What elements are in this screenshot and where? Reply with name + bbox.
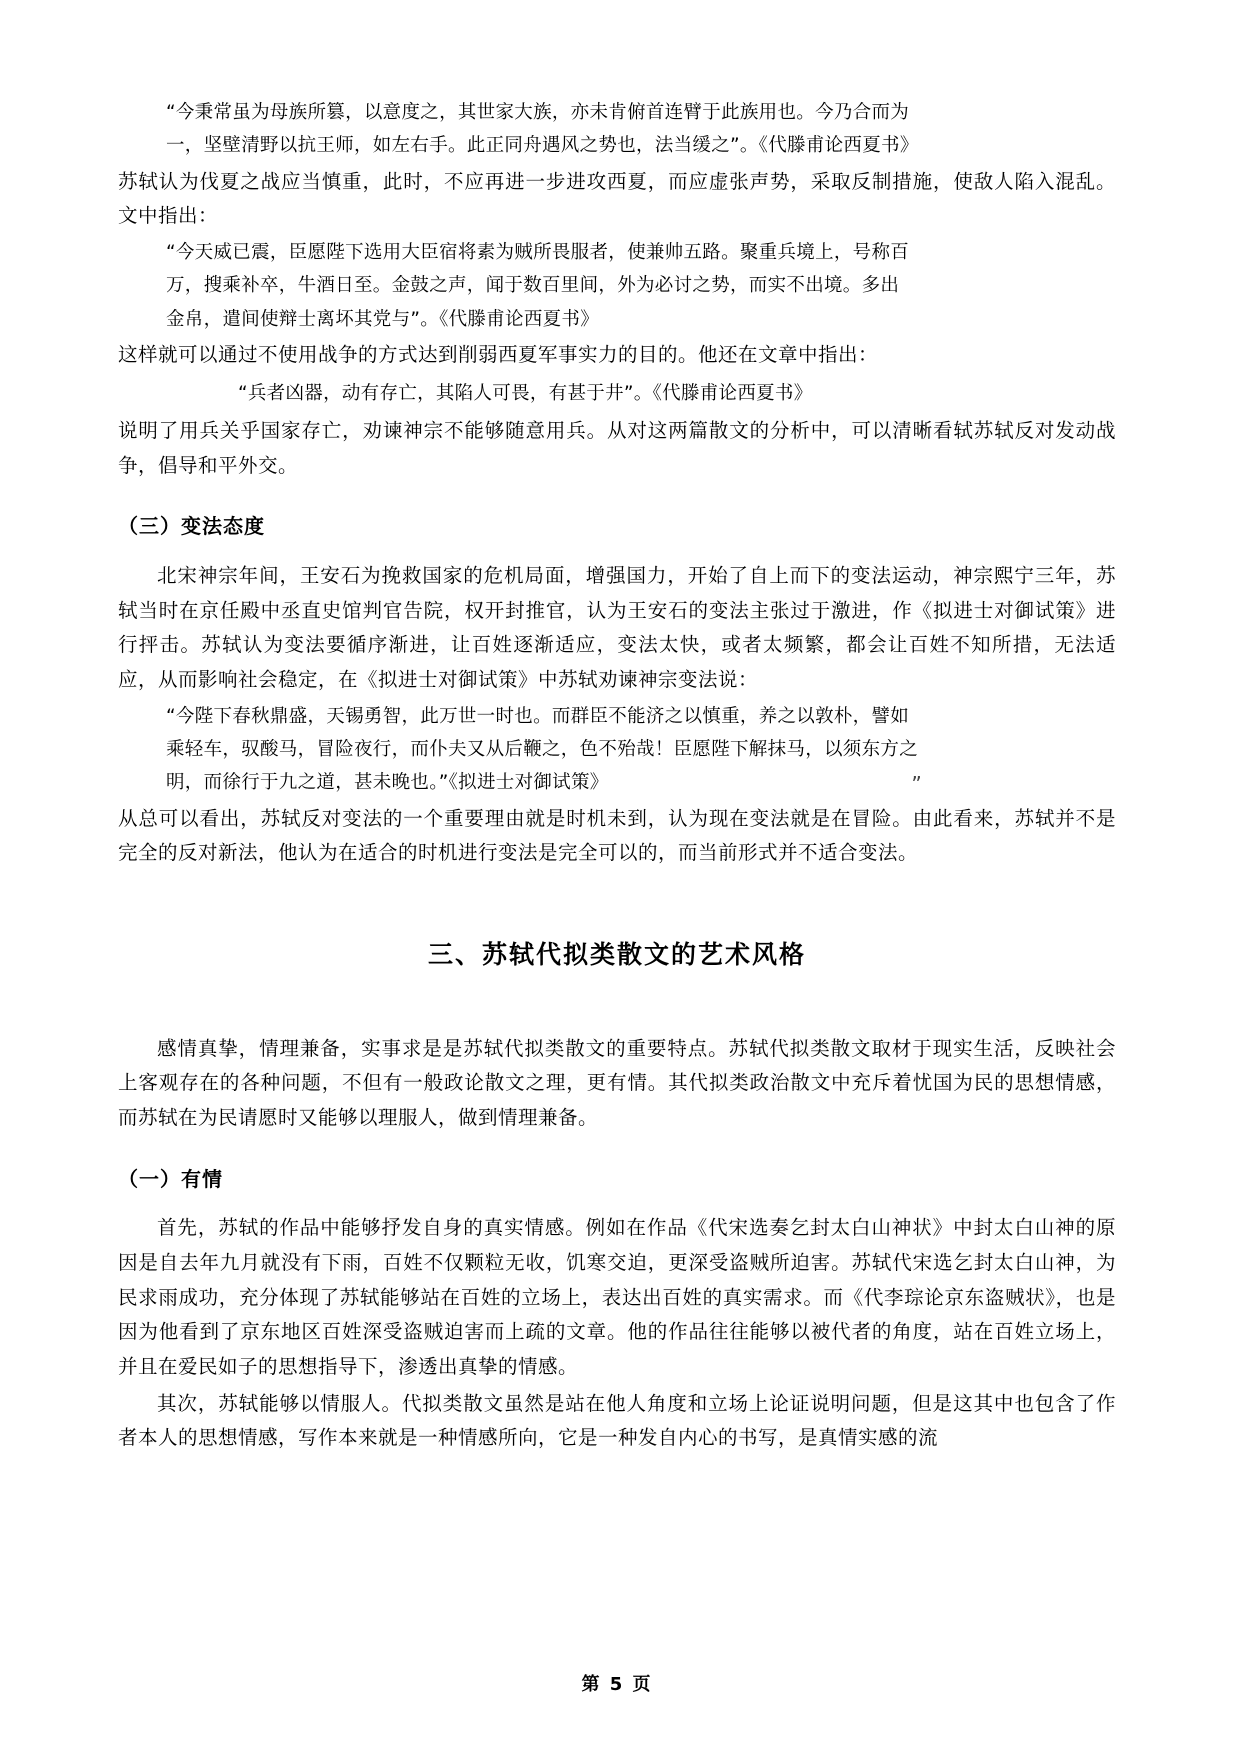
page-footer	[0, 1670, 1234, 1696]
paragraph: 说明了用兵关乎国家存亡，劝谏神宗不能够随意用兵。从对这两篇散文的分析中，可以清晰看轼苏轼反对发动战争，倡导和平外交。	[118, 418, 1116, 477]
quote-line: 金帛，遣间使辩士离坏其党与”。《代滕甫论西夏书》	[166, 308, 600, 330]
quote-line: 一，坚壁清野以抗王师，如左右手。此正同舟遇风之势也，法当缓之”。《代滕甫论西夏书》	[166, 135, 919, 157]
paragraph: 其次，苏轼能够以情服人。代拟类散文虽然是站在他人角度和立场上论证说明问题，但是这其中也包含了作者本人的思想情感，写作本来就是一种情感所向，它是一种发自内心的书写，是真情实感的流	[118, 1391, 1116, 1450]
blockquote-centered	[118, 377, 1116, 410]
blockquote	[118, 96, 1116, 163]
quote-line: “今秉常虽为母族所篡，以意度之，其世家大族，亦未肯俯首连臂于此族用也。今乃合而为	[166, 102, 910, 123]
paragraph: 感情真挚，情理兼备，实事求是是苏轼代拟类散文的重要特点。苏轼代拟类散文取材于现实生活，反映社会上客观存在的各种问题，不但有一般政论散文之理，更有情。其代拟类政治散文中充斥着忧国为民的思想情感，而苏轼在为民请愿时又能够以理服人，做到情理兼备。	[118, 1036, 1116, 1129]
quote-line: “今天威已震，臣愿陛下选用大臣宿将素为贼所畏服者，使兼帅五路。聚重兵境上，号称百	[166, 242, 910, 263]
paragraph: 这样就可以通过不使用战争的方式达到削弱西夏军事实力的目的。他还在文章中指出：	[118, 342, 879, 366]
quote-line: “兵者凶器，动有存亡，其陷人可畏，有甚于井”。《代滕甫论西夏书》	[238, 382, 813, 404]
quote-line: 万，搜乘补卒，牛酒日至。金鼓之声，闻于数百里间，外为必讨之势，而实不出境。多出	[166, 275, 900, 297]
paragraph: 从总可以看出，苏轼反对变法的一个重要理由就是时机未到，认为现在变法就是在冒险。由此看来，苏轼并不是完全的反对新法，他认为在适合的时机进行变法是完全可以的，而当前形式并不适合变法。	[118, 806, 1116, 865]
quote-line-with-mark	[166, 766, 1102, 799]
quote-line: “今陛下春秋鼎盛，天锡勇智，此万世一时也。而群臣不能济之以慎重，养之以敦朴，譬如	[166, 705, 910, 727]
section-heading: （一）有情	[118, 1166, 223, 1191]
blockquote	[118, 700, 1116, 800]
quote-line: 明，而徐行于九之道，甚未晚也。”《拟进士对御试策》	[166, 772, 609, 794]
chapter-heading: 三、苏轼代拟类散文的艺术风格	[427, 940, 806, 969]
document-body	[118, 96, 1116, 1456]
blockquote	[118, 236, 1116, 336]
section-heading: （三）变法态度	[118, 514, 265, 539]
paragraph: 首先，苏轼的作品中能够抒发自身的真实情感。例如在作品《代宋选奏乞封太白山神状》中封太白山神的原因是自去年九月就没有下雨，百姓不仅颗粒无收，饥寒交迫，更深受盗贼所迫害。苏轼代宋选乞封太白山神，为民求雨成功，充分体现了苏轼能够站在百姓的立场上，表达出百姓的真实需求。而《代李琮论京东盗贼状》，也是因为他看到了京东地区百姓深受盗贼迫害而上疏的文章。他的作品往往能够以被代者的角度，站在百姓立场上，并且在爱民如子的思想指导下，渗透出真挚的情感。	[118, 1216, 1116, 1379]
quote-line: 乘轻车，驭酸马，冒险夜行，而仆夫又从后鞭之，色不殆哉！臣愿陛下解抹马，以须东方之	[166, 739, 919, 760]
stray-quote-mark: ”	[911, 772, 922, 797]
page-number: 第 5 页	[581, 1674, 653, 1695]
paragraph: 北宋神宗年间，王安石为挽救国家的危机局面，增强国力，开始了自上而下的变法运动，神宗熙宁三年，苏轼当时在京任殿中丞直史馆判官告院，权开封推官，认为王安石的变法主张过于激进，作《拟进士对御试策》进行抨击。苏轼认为变法要循序渐进，让百姓逐渐适应，变法太快，或者太频繁，都会让百姓不知所措，无法适应，从而影响社会稳定，在《拟进士对御试策》中苏轼劝谏神宗变法说：	[118, 563, 1116, 691]
paragraph: 苏轼认为伐夏之战应当慎重，此时，不应再进一步进攻西夏，而应虚张声势，采取反制措施，使敌人陷入混乱。文中指出：	[118, 169, 1116, 228]
